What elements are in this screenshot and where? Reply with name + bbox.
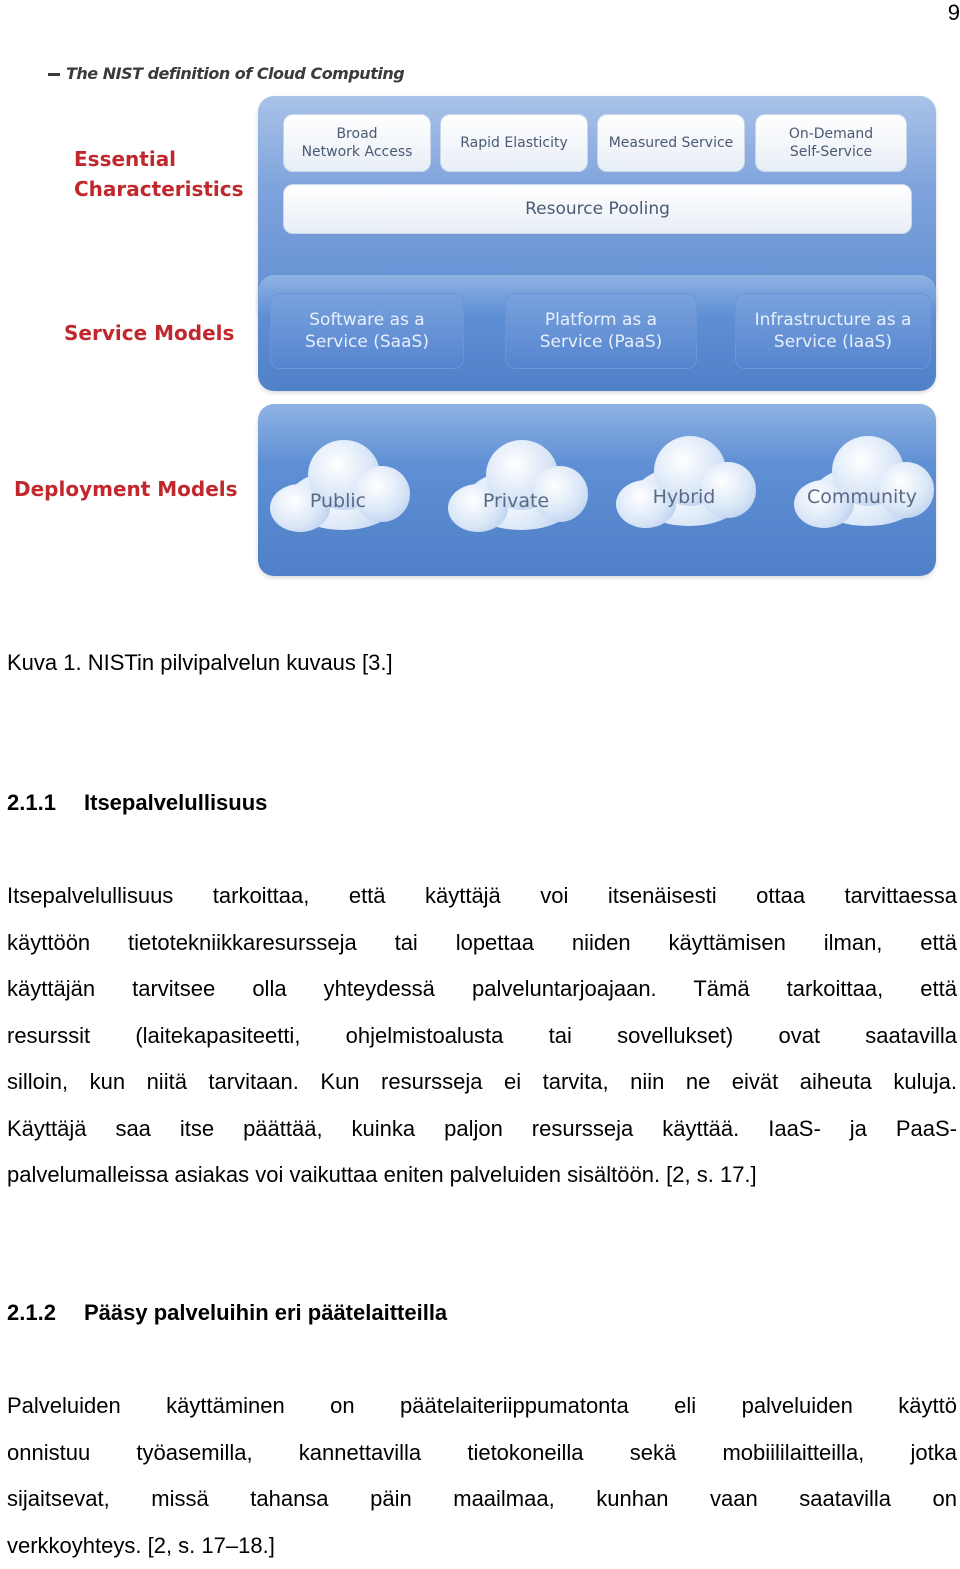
service-models-band (258, 275, 936, 391)
pill-text: Infrastructure as a (755, 309, 912, 331)
pill-text: Service (IaaS) (755, 331, 912, 353)
paragraph-line: palvelumalleissa asiakas voi vaikuttaa eniten palveluiden sisältöön. [2, s. 17.] (7, 1152, 957, 1199)
pill-text: Rapid Elasticity (460, 134, 567, 152)
figure-caption: Kuva 1. NISTin pilvipalvelun kuvaus [3.] (7, 650, 393, 676)
section-title: Itsepalvelullisuus (84, 790, 267, 815)
deployment-models-band (258, 404, 936, 576)
characteristic-on-demand-self-service (755, 114, 907, 172)
pill-text: Platform as a (540, 309, 663, 331)
pill-text: Service (PaaS) (540, 331, 663, 353)
section-2-paragraph (7, 1383, 957, 1569)
deployment-community: Community (782, 486, 942, 508)
essential-label-line: Characteristics (74, 174, 244, 204)
resource-pooling: Resource Pooling (283, 184, 912, 234)
cloud-community-icon (782, 428, 942, 538)
paragraph-line: Käyttäjä saa itse päättää, kuinka paljon resursseja käyttää. IaaS- ja PaaS- (7, 1106, 957, 1153)
paragraph-line: onnistuu työasemilla, kannettavilla tietokoneilla sekä mobiililaitteilla, jotka (7, 1430, 957, 1477)
pill-text: Self-Service (789, 143, 873, 161)
paragraph-line: silloin, kun niitä tarvitaan. Kun resursseja ei tarvita, niin ne eivät aiheuta kuluja. (7, 1059, 957, 1106)
characteristic-rapid-elasticity (440, 114, 588, 172)
service-model-paas (505, 293, 697, 369)
nist-cloud-figure (0, 60, 960, 590)
pill-text: Service (SaaS) (305, 331, 429, 353)
service-model-saas (270, 293, 464, 369)
paragraph-line: verkkoyhteys. [2, s. 17–18.] (7, 1523, 957, 1569)
paragraph-line: käyttäjän tarvitsee olla yhteydessä palveluntarjoajaan. Tämä tarkoittaa, että (7, 966, 957, 1013)
essential-label-line: Essential (74, 144, 244, 174)
section-heading-2-1-1 (7, 790, 267, 816)
figure-title (48, 64, 404, 83)
dash-icon (48, 73, 60, 76)
deployment-private: Private (436, 490, 596, 512)
deployment-hybrid: Hybrid (604, 486, 764, 508)
paragraph-line: Itsepalvelullisuus tarkoittaa, että käyttäjä voi itsenäisesti ottaa tarvittaessa (7, 873, 957, 920)
paragraph-line: Palveluiden käyttäminen on päätelaiteriippumatonta eli palveluiden käyttö (7, 1383, 957, 1430)
paragraph-line: käyttöön tietotekniikkaresursseja tai lopettaa niiden käyttämisen ilman, että (7, 920, 957, 967)
section-heading-2-1-2 (7, 1300, 447, 1326)
paragraph-line: resurssit (laitekapasiteetti, ohjelmistoalusta tai sovellukset) ovat saatavilla (7, 1013, 957, 1060)
figure-title-text: The NIST definition of Cloud Computing (66, 64, 404, 83)
deployment-public: Public (258, 490, 418, 512)
service-model-iaas (735, 293, 931, 369)
page-number: 9 (930, 0, 960, 26)
pill-text: Software as a (305, 309, 429, 331)
characteristic-broad-network-access (283, 114, 431, 172)
essential-characteristics-label (74, 144, 244, 204)
section-title: Pääsy palveluihin eri päätelaitteilla (84, 1300, 447, 1325)
pill-text: Measured Service (609, 134, 734, 152)
service-models-label: Service Models (64, 318, 234, 348)
deployment-models-label: Deployment Models (14, 474, 238, 504)
characteristic-measured-service (597, 114, 745, 172)
pill-text: On-Demand (789, 125, 873, 143)
pill-text: Broad (302, 125, 413, 143)
pill-text: Network Access (302, 143, 413, 161)
section-number: 2.1.2 (7, 1300, 84, 1326)
cloud-private-icon (436, 432, 596, 542)
cloud-public-icon (258, 432, 418, 542)
cloud-hybrid-icon (604, 428, 764, 538)
section-1-paragraph (7, 873, 957, 1199)
section-number: 2.1.1 (7, 790, 84, 816)
paragraph-line: sijaitsevat, missä tahansa päin maailmaa, kunhan vaan saatavilla on (7, 1476, 957, 1523)
